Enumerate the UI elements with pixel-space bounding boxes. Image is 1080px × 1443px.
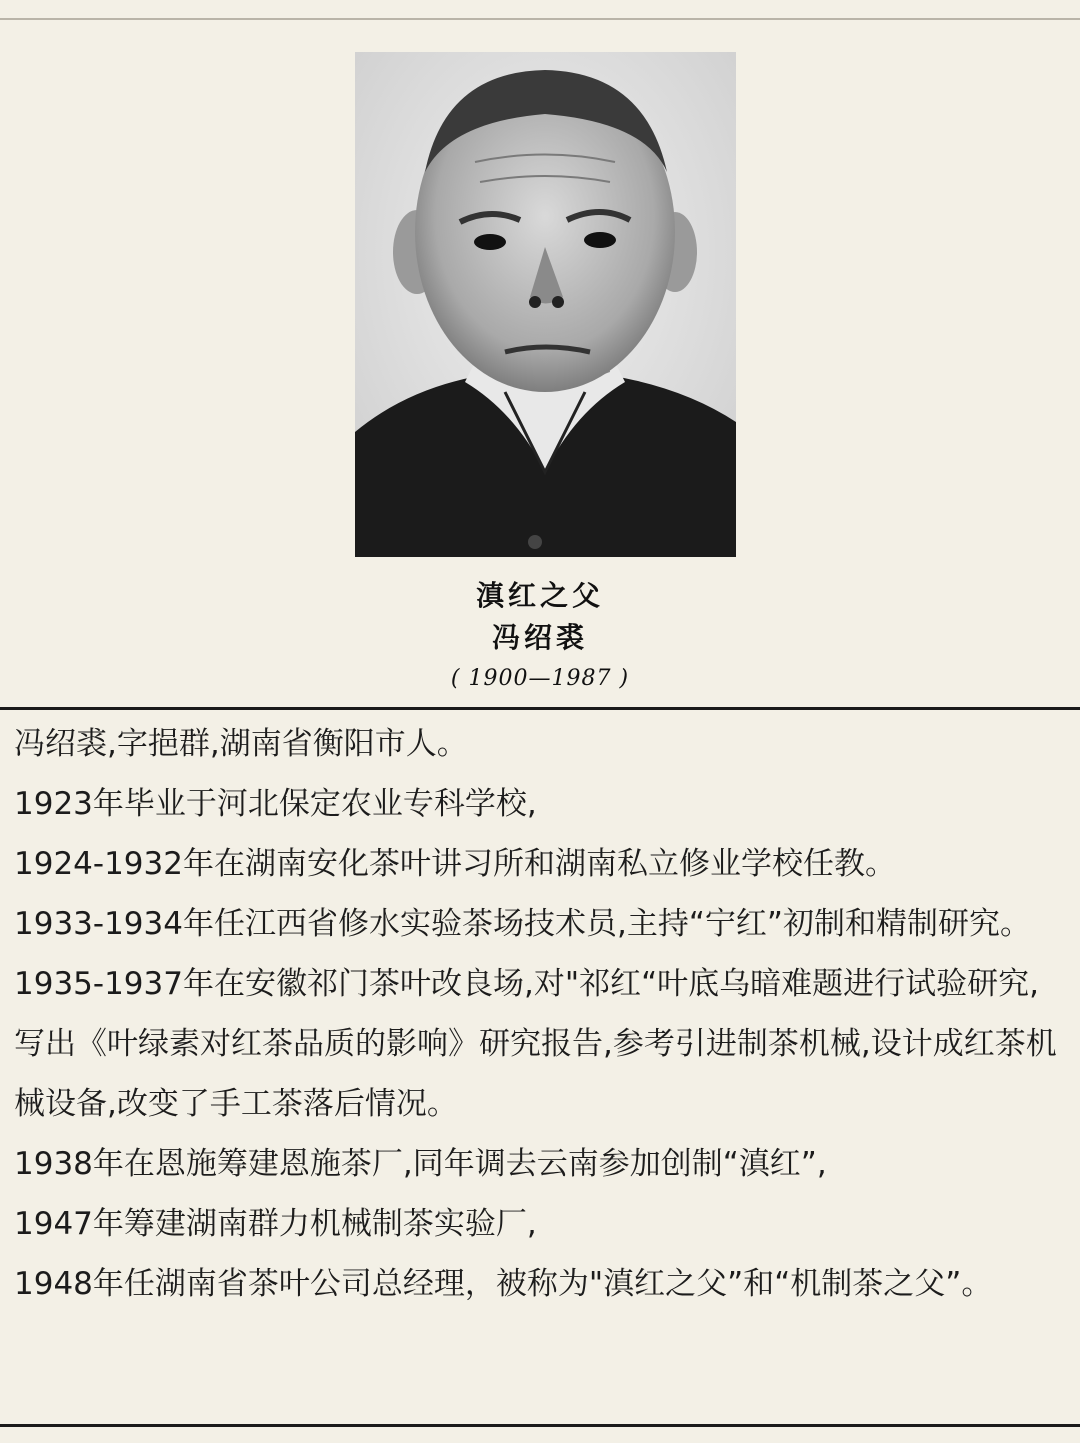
bio-paragraph: 1924-1932年在湖南安化茶叶讲习所和湖南私立修业学校任教。 (14, 846, 896, 882)
bio-paragraph: 1938年在恩施筹建恩施茶厂,同年调去云南参加创制“滇红”, (14, 1146, 827, 1182)
bio-paragraph: 1947年筹建湖南群力机械制茶实验厂, (14, 1206, 537, 1242)
caption-name: 冯绍裘 (491, 621, 588, 654)
bio-paragraph: 1933-1934年任江西省修水实验茶场技术员,主持“宁红”初制和精制研究。 (14, 906, 1031, 942)
bio-paragraph: 1935-1937年在安徽祁门茶叶改良场,对"祁红“叶底乌暗难题进行试验研究,写出《叶绿素对红茶品质的影响》研究报告,参考引进制茶机械,设计成红茶机械设备,改变了手工茶落后情况。 (14, 966, 1057, 1122)
middle-divider (0, 707, 1080, 710)
bio-paragraph: 冯绍裘,字挹群,湖南省衡阳市人。 (14, 726, 468, 762)
caption-title: 滇红之父 (475, 579, 604, 612)
bottom-divider (0, 1424, 1080, 1427)
bio-paragraph: 1948年任湖南省茶叶公司总经理，被称为"滇红之父”和“机制茶之父”。 (14, 1266, 993, 1302)
portrait-caption (0, 575, 1080, 699)
portrait-photo (355, 52, 736, 557)
top-divider (0, 18, 1080, 20)
bio-paragraph: 1923年毕业于河北保定农业专科学校, (14, 786, 537, 822)
caption-years: ( 1900—1987 ) (450, 666, 630, 691)
biography-text (14, 714, 1064, 1314)
